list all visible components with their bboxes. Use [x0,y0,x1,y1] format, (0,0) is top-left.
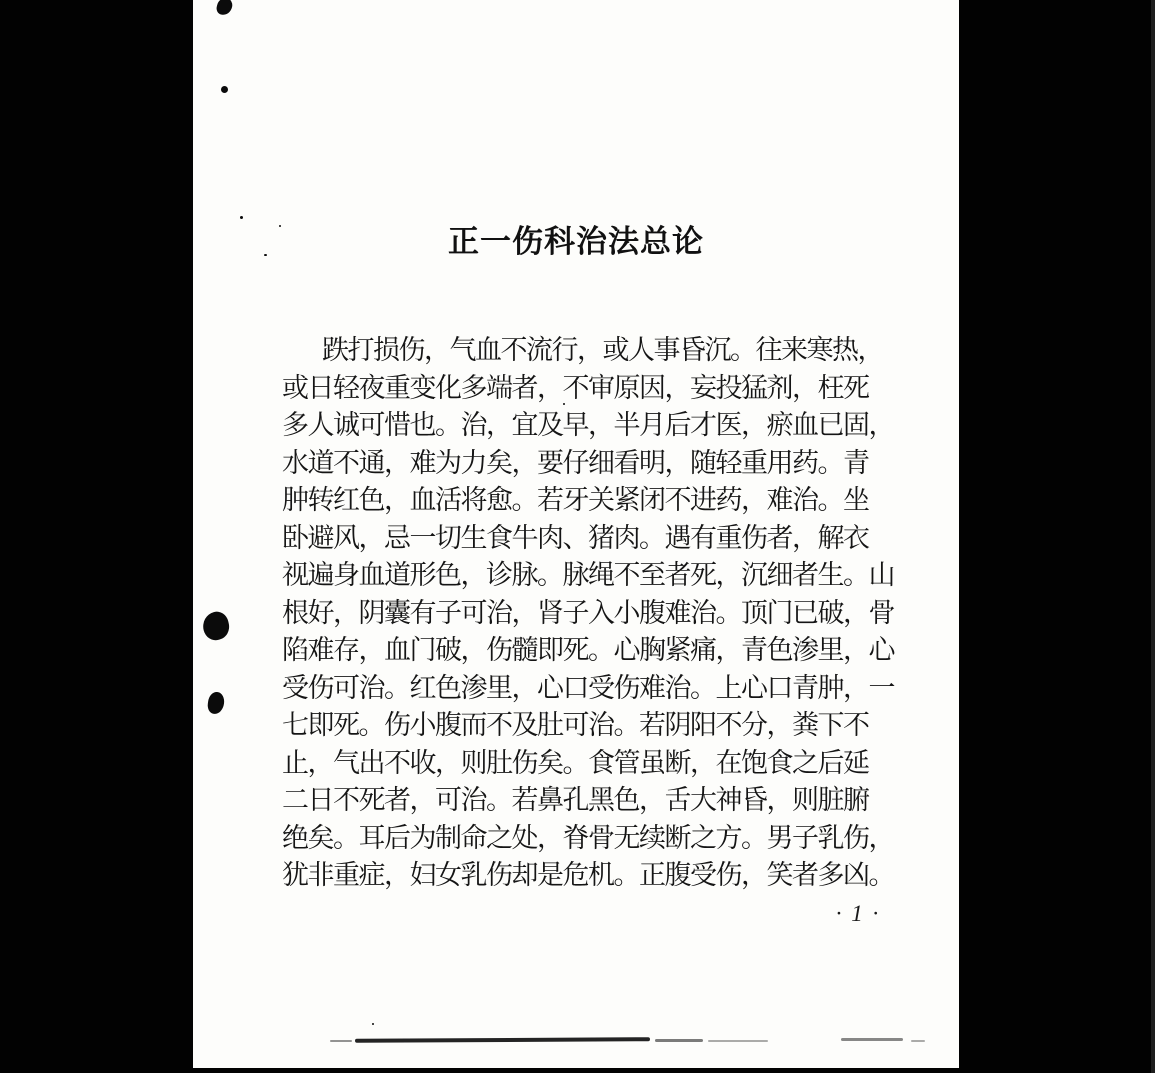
text-line: 止，气出不收，则肚伤矣。食管虽断，在饱食之后延 [282,747,869,778]
text-line: 多人诚可惜也。治，宜及早，半月后才医，瘀血已固， [282,410,894,440]
text-line: 或日轻夜重变化多端者，不审原因，妄投猛剂，枉死 [282,372,869,403]
chapter-title: 正一伤科治法总论 [448,224,704,259]
ink-blob [200,609,232,642]
ink-blob [221,86,228,93]
text-line: 七即死。伤小腹而不及肚可治。若阴阳不分，粪下不 [282,710,869,740]
scan-smudge [655,1039,703,1042]
text-line: 二日不死者，可治。若鼻孔黑色，舌大神昏，则脏腑 [282,785,869,815]
text-line: 肿转红色，血活将愈。若牙关紧闭不进药，难治。坐 [282,485,869,515]
text-line: 根好，阴囊有子可治，肾子入小腹难治。顶门已破，骨 [282,597,894,628]
scan-smudge [911,1040,925,1042]
scan-smudge [708,1040,768,1042]
scan-smudge [330,1040,352,1042]
text-line: 卧避风，忌一切生食牛肉、猪肉。遇有重伤者，解衣 [282,522,869,553]
ink-speck [372,1023,374,1025]
ink-blob [215,0,233,16]
scan-edge-sliver [1151,0,1155,1073]
page-number: · 1 · [835,901,881,926]
text-line: 视遍身血道形色，诊脉。脉绳不至者死，沉细者生。山 [282,560,894,590]
ink-blob [207,691,226,715]
text-line: 犹非重症，妇女乳伤却是危机。正腹受伤，笑者多凶。 [282,860,894,890]
text-line: 水道不通，难为力矣，要仔细看明，随轻重用药。青 [282,447,869,478]
text-line: 陷难存，血门破，伤髓即死。心胸紧痛，青色渗里，心 [282,635,894,665]
scan-smudge [841,1038,903,1041]
body-paragraph [282,332,894,895]
text-line: 跌打损伤，气血不流行，或人事昏沉。往来寒热， [322,335,883,365]
text-line: 受伤可治。红色渗里，心口受伤难治。上心口青肿，一 [282,672,894,703]
scan-smudge [355,1037,650,1043]
text-line: 绝矣。耳后为制命之处，脊骨无续断之方。男子乳伤， [282,822,894,853]
book-page [193,0,959,1068]
